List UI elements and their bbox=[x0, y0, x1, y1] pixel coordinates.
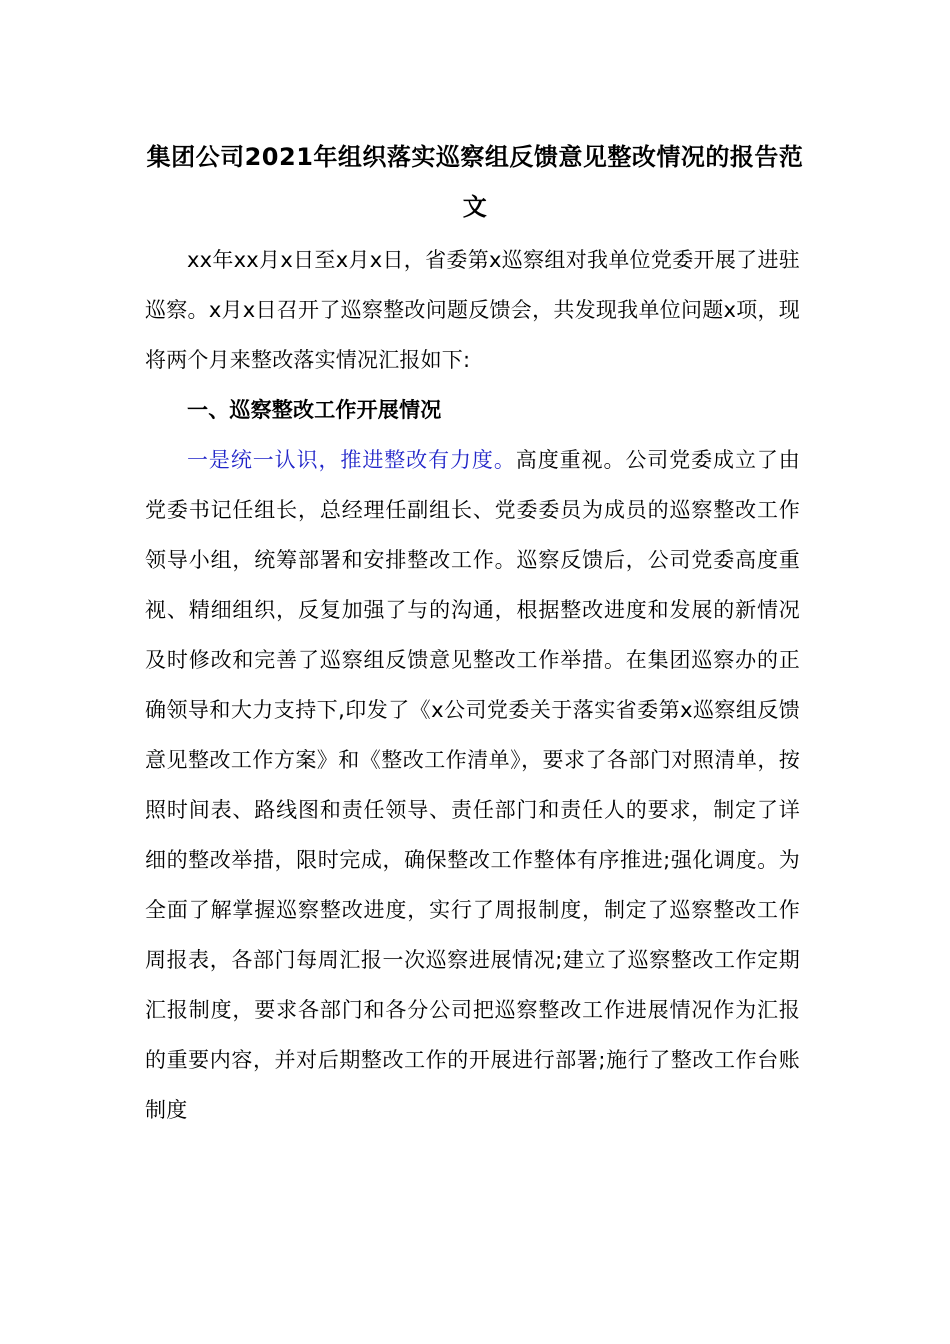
intro-paragraph: xx年xx月x日至x月x日，省委第x巡察组对我单位党委开展了进驻巡察。x月x日召开了巡察整改问题反馈会，共发现我单位问题x项，现将两个月来整改落实情况汇报如下: bbox=[145, 248, 800, 372]
paragraph-lead-phrase: 一是统一认识，推进整改有力度。 bbox=[187, 448, 516, 472]
document-title: 集团公司2021年组织落实巡察组反馈意见整改情况的报告范文 bbox=[146, 143, 804, 221]
section-paragraph bbox=[145, 435, 800, 1135]
section-heading: 一、巡察整改工作开展情况 bbox=[187, 398, 442, 422]
paragraph-body-text: 高度重视。公司党委成立了由党委书记任组长，总经理任副组长、党委委员为成员的巡察整改工作领导小组，统筹部署和安排整改工作。巡察反馈后，公司党委高度重视、精细组织，反复加强了与的沟通，根据整改进度和发展的新情况及时修改和完善了巡察组反馈意见整改工作举措。在集团巡察办的正确领导和大力支持下,印发了《x公司党委关于落实省委第x巡察组反馈意见整改工作方案》和《整改工作清单》，要求了各部门对照清单，按照时间表、路线图和责任领导、责任部门和责任人的要求，制定了详细的整改举措，限时完成，确保整改工作整体有序推进;强化调度。为全面了解掌握巡察整改进度，实行了周报制度，制定了巡察整改工作周报表，各部门每周汇报一次巡察进展情况;建立了巡察整改工作定期汇报制度，要求各部门和各分公司把巡察整改工作进展情况作为汇报的重要内容，并对后期整改工作的开展进行部署;施行了整改工作台账制度 bbox=[145, 448, 800, 1122]
document-body bbox=[145, 235, 800, 1135]
